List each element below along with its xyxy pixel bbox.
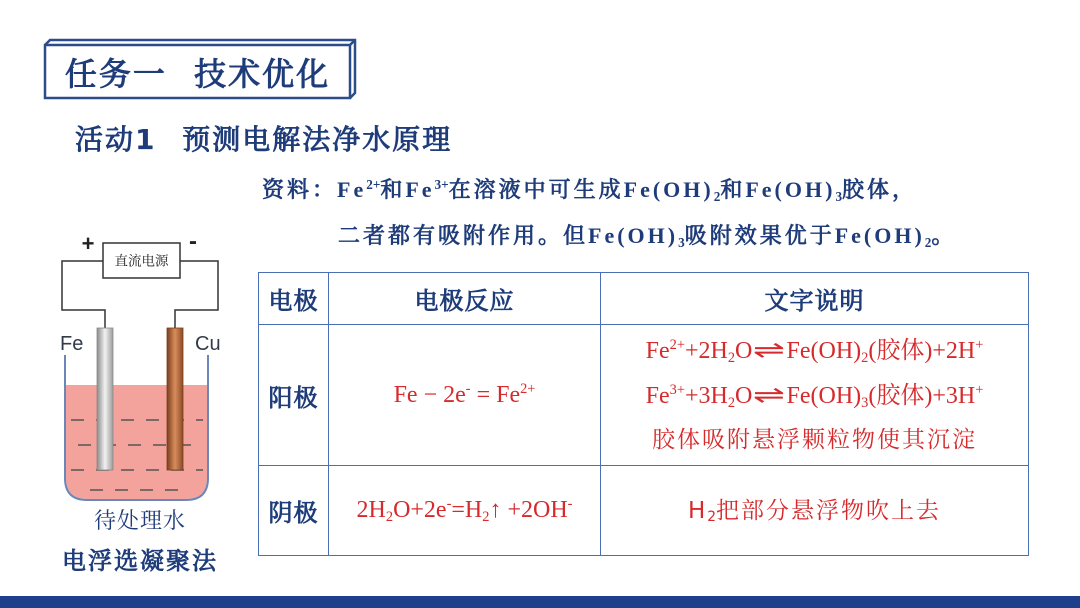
activity-title: 活动1 预测电解法净水原理	[75, 123, 453, 156]
electrode-reaction-table	[258, 272, 1029, 556]
power-supply-label: 直流电源	[114, 253, 169, 270]
text-run: 胶体吸附悬浮颗粒物使其沉淀	[652, 427, 977, 453]
text-run: 2H	[356, 497, 386, 523]
material-line-1	[262, 176, 917, 204]
cathode-label: 阴极	[259, 466, 329, 556]
text-run: (胶体)+2H	[868, 338, 976, 364]
right-wire	[175, 261, 218, 328]
cathode-reaction-cell	[329, 466, 601, 556]
anode-reaction-cell	[329, 325, 601, 466]
copper-electrode	[167, 328, 183, 470]
text-run: 和Fe	[380, 177, 435, 202]
hydrogen-flotation-note	[601, 489, 1028, 533]
subscript: 2	[727, 350, 736, 367]
anode-description-cell	[601, 325, 1029, 466]
subscript: 2	[924, 234, 932, 250]
superscript: 3+	[434, 176, 449, 192]
text-run: O+2e	[393, 497, 447, 523]
text-run: Fe − 2e	[393, 381, 466, 408]
header-electrode: 电极	[259, 273, 329, 325]
subscript: 2	[727, 395, 736, 412]
superscript: -	[567, 496, 573, 513]
positive-terminal-sign: +	[81, 231, 95, 256]
cathode-reaction	[356, 496, 573, 526]
header-reaction: 电极反应	[329, 273, 601, 325]
solution-label: 待处理水	[93, 509, 186, 534]
text-run: 吸附效果优于Fe(OH)	[684, 223, 925, 248]
superscript: +	[975, 382, 984, 399]
table-header-row	[259, 273, 1029, 325]
text-run: Fe	[337, 177, 367, 202]
superscript: -	[446, 496, 452, 513]
iron-electrode-label: Fe	[60, 333, 84, 355]
text-run: Fe	[645, 338, 670, 364]
iron-electrode	[97, 328, 113, 470]
equilibrium-arrow: ⇌	[753, 336, 786, 364]
text-run: O	[735, 338, 753, 364]
text-run: = Fe	[470, 381, 521, 408]
subscript: 2	[385, 509, 394, 526]
cathode-description-cell	[601, 466, 1029, 556]
text-run: Fe(OH)	[786, 383, 862, 409]
equilibrium-arrow: ⇌	[753, 381, 786, 409]
negative-terminal-sign: -	[189, 228, 197, 255]
fe2-hydrolysis-equation	[601, 328, 1028, 373]
liquid	[66, 385, 207, 499]
subscript: 2	[861, 350, 869, 367]
footer-bar	[0, 596, 1080, 608]
subscript: 3	[835, 188, 843, 204]
table-row-cathode	[259, 466, 1029, 556]
table-row-anode	[259, 325, 1029, 466]
superscript: -	[465, 380, 471, 397]
subscript: 2	[482, 509, 490, 526]
anode-label: 阳极	[259, 325, 329, 466]
superscript: 2+	[366, 176, 381, 192]
text-run: 和Fe(OH)	[720, 177, 836, 202]
superscript: 2+	[520, 380, 536, 397]
text-run: ↑ +2OH	[489, 497, 568, 523]
subscript: 3	[861, 395, 869, 412]
text-run: 二者都有吸附作用。但Fe(OH)	[338, 223, 679, 248]
superscript: 2+	[669, 337, 685, 354]
subscript: 2	[707, 509, 717, 526]
text-run: +3H	[684, 383, 728, 409]
text-run: =H	[451, 497, 483, 523]
subscript: 2	[713, 188, 721, 204]
fe3-hydrolysis-equation	[601, 373, 1028, 418]
method-label: 电浮选凝聚法	[62, 547, 218, 575]
text-run: (胶体)+3H	[868, 383, 976, 409]
task-title: 任务一 技术优化	[64, 54, 331, 93]
text-run: +2H	[684, 338, 728, 364]
text-run: 。	[931, 223, 957, 248]
material-text-1	[337, 177, 917, 202]
anode-reaction	[394, 382, 536, 408]
text-run: Fe	[645, 383, 670, 409]
material-line-2	[338, 222, 956, 250]
left-wire	[62, 261, 105, 328]
text-run: H	[687, 497, 708, 524]
text-run: Fe(OH)	[786, 338, 862, 364]
electrolysis-diagram	[40, 228, 240, 508]
header-description: 文字说明	[601, 273, 1029, 325]
superscript: 3+	[669, 382, 685, 399]
copper-electrode-label: Cu	[195, 333, 221, 355]
text-run: O	[735, 383, 753, 409]
subscript: 3	[678, 234, 685, 250]
material-label: 资料：	[262, 177, 338, 202]
superscript: +	[975, 337, 984, 354]
colloid-adsorption-note	[601, 418, 1028, 462]
text-run: 胶体，	[842, 177, 918, 202]
text-run: 在溶液中可生成Fe(OH)	[448, 177, 714, 202]
text-run: 把部分悬浮物吹上去	[716, 497, 942, 524]
